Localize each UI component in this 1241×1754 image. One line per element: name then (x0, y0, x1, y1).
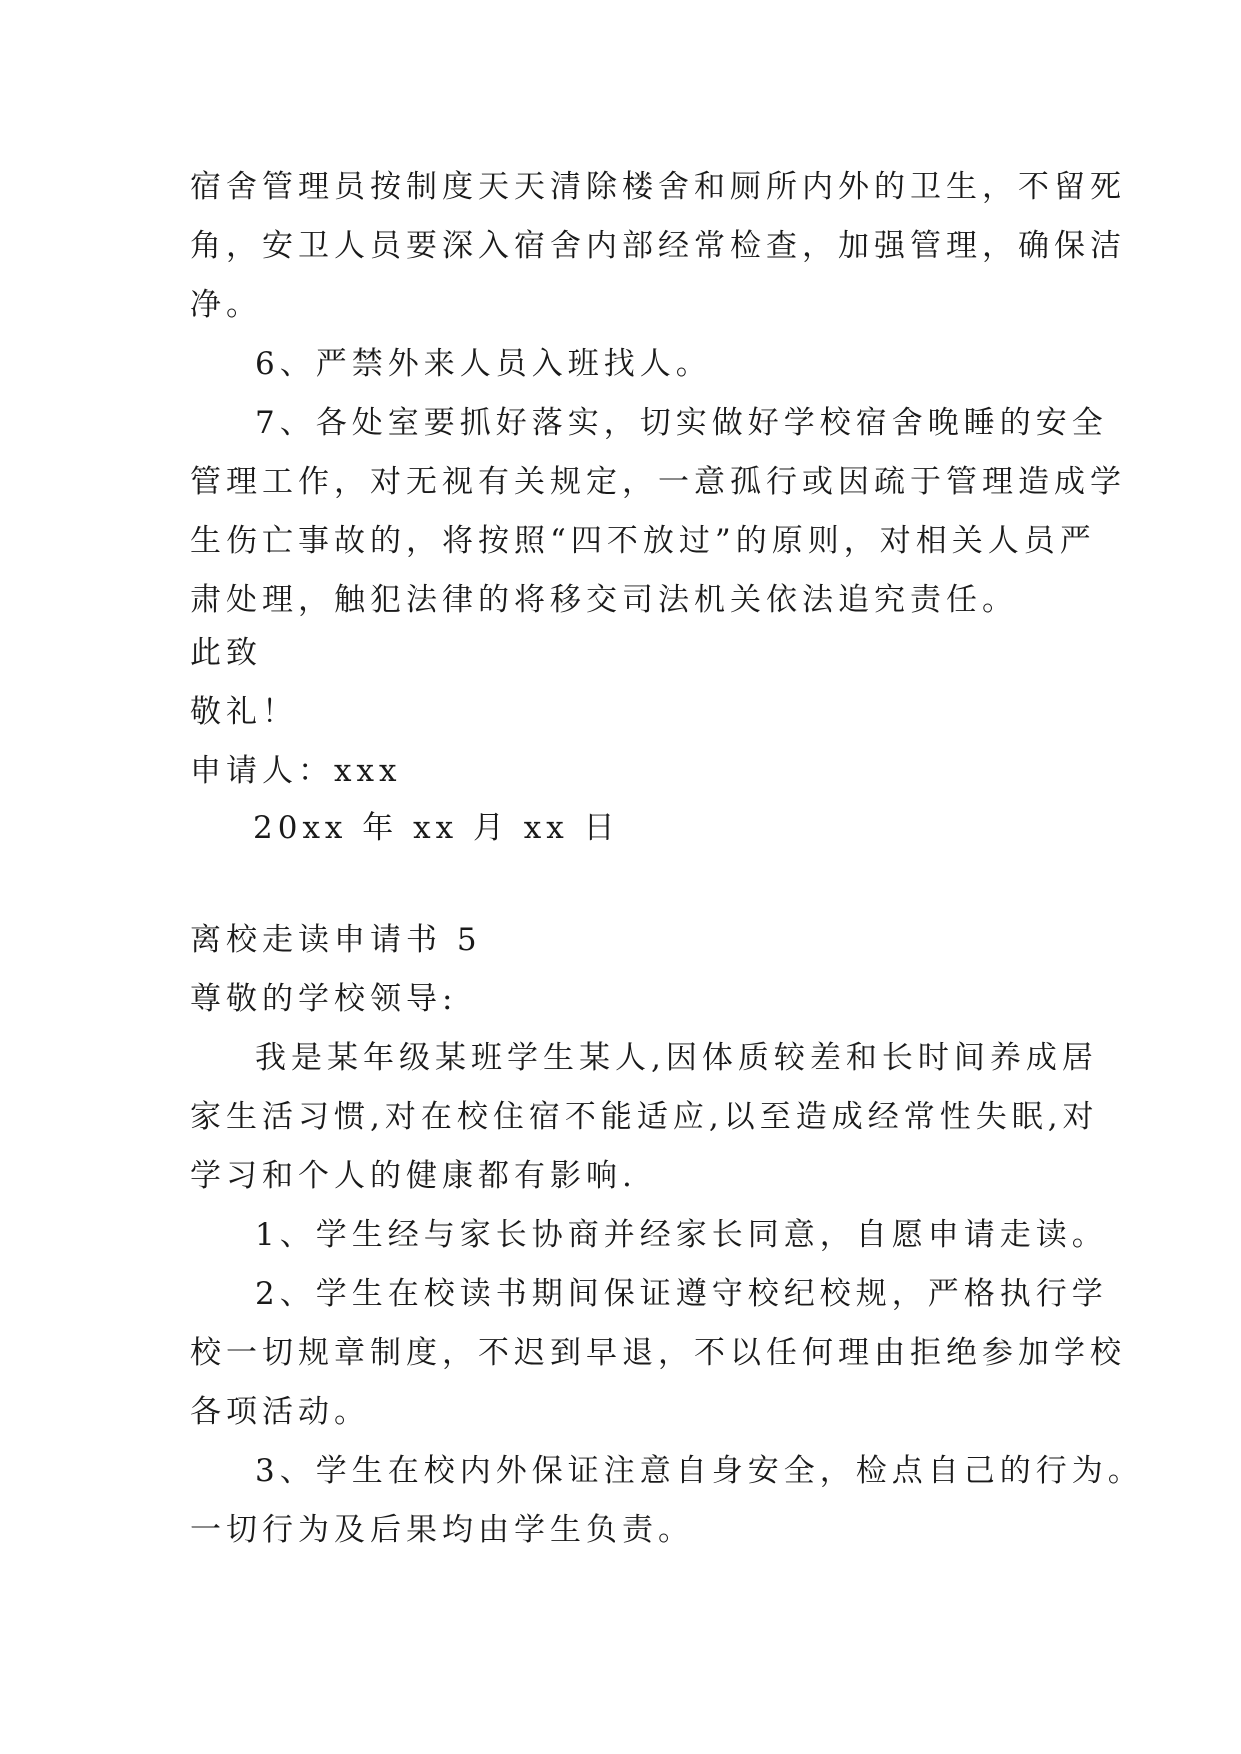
rule-item-7-line: 生伤亡事故的，将按照“四不放过”的原则，对相关人员严 (190, 523, 1096, 559)
point-1: 1、学生经与家长协商并经家长同意，自愿申请走读。 (255, 1217, 1108, 1253)
paragraph-line: 净。 (190, 287, 262, 323)
rule-item-7-line: 7、各处室要抓好落实，切实做好学校宿舍晚睡的安全 (255, 405, 1108, 441)
rule-item-6: 6、严禁外来人员入班找人。 (255, 346, 712, 382)
point-3-line: 一切行为及后果均由学生负责。 (190, 1512, 694, 1548)
point-2-line: 校一切规章制度，不迟到早退，不以任何理由拒绝参加学校 (190, 1335, 1126, 1371)
point-3-line: 3、学生在校内外保证注意自身安全，检点自己的行为。 (255, 1453, 1144, 1489)
rule-item-7-line: 管理工作，对无视有关规定，一意孤行或因疏于管理造成学 (190, 464, 1126, 500)
point-2-line: 各项活动。 (190, 1394, 370, 1430)
rule-item-7-line: 肃处理，触犯法律的将移交司法机关依法追究责任。 (190, 582, 1018, 618)
paragraph-line: 角，安卫人员要深入宿舍内部经常检查，加强管理，确保洁 (190, 228, 1126, 264)
section-title: 离校走读申请书 5 (190, 922, 482, 958)
applicant-signature: 申请人：xxx (190, 753, 402, 789)
closing-jing-li: 敬礼！ (190, 694, 298, 730)
paragraph-line: 宿舍管理员按制度天天清除楼舍和厕所内外的卫生，不留死 (190, 169, 1126, 205)
intro-line: 家生活习惯,对在校住宿不能适应,以至造成经常性失眠,对 (190, 1099, 1099, 1135)
point-2-line: 2、学生在校读书期间保证遵守校纪校规，严格执行学 (255, 1276, 1108, 1312)
salutation: 尊敬的学校领导: (190, 981, 458, 1017)
date-line: 20xx 年 xx 月 xx 日 (253, 810, 620, 846)
intro-line: 学习和个人的健康都有影响. (190, 1158, 637, 1194)
intro-line: 我是某年级某班学生某人,因体质较差和长时间养成居 (255, 1040, 1098, 1076)
closing-ci-zhi: 此致 (190, 635, 262, 671)
